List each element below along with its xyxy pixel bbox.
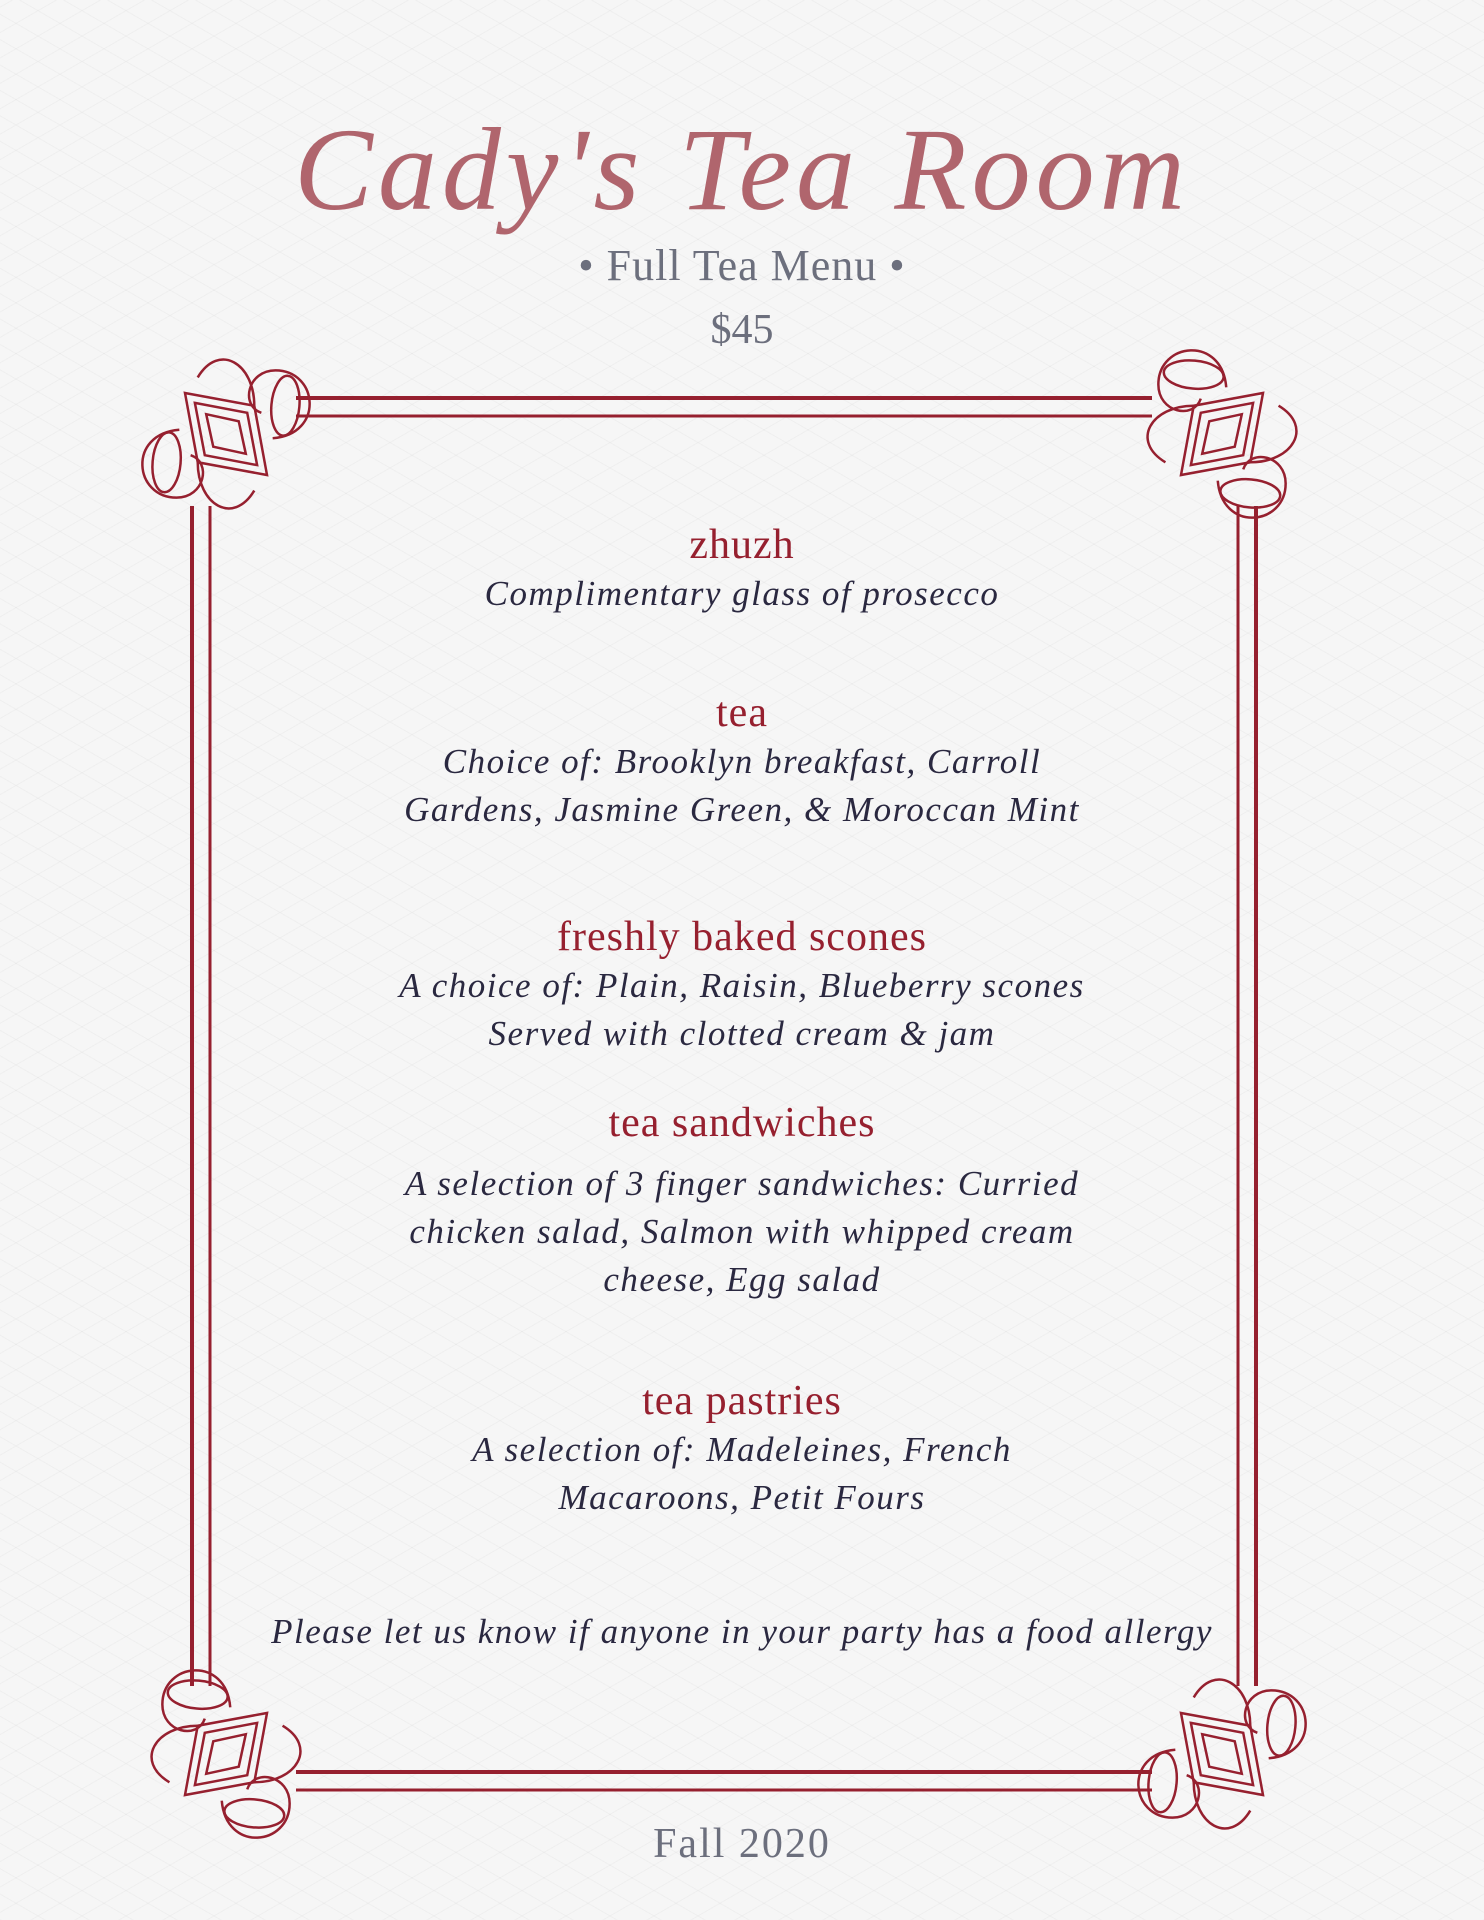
menu-subtitle: • Full Tea Menu • bbox=[578, 241, 906, 290]
menu-section-sandwiches bbox=[342, 1098, 1142, 1304]
page-title: Cady's Tea Room bbox=[294, 104, 1190, 235]
menu-section-pastries bbox=[342, 1376, 1142, 1522]
menu-section-tea bbox=[342, 688, 1142, 834]
section-description: Complimentary glass of prosecco bbox=[484, 574, 1000, 613]
section-heading: freshly baked scones bbox=[557, 914, 927, 960]
allergy-note: Please let us know if anyone in your party has a food allergy bbox=[271, 1612, 1213, 1651]
season-footer: Fall 2020 bbox=[653, 1821, 831, 1867]
section-heading: zhuzh bbox=[689, 522, 795, 568]
menu-section-scones bbox=[342, 912, 1142, 1058]
section-description: A selection of 3 finger sandwiches: Curried chicken salad, Salmon with whipped cream cheese, Egg salad bbox=[404, 1164, 1080, 1299]
section-description: A selection of: Madeleines, French Macaroons, Petit Fours bbox=[472, 1430, 1012, 1517]
section-heading: tea bbox=[716, 690, 768, 736]
menu-price: $45 bbox=[710, 307, 774, 353]
menu-section-zhuzh bbox=[342, 520, 1142, 618]
section-description: Choice of: Brooklyn breakfast, Carroll Gardens, Jasmine Green, & Moroccan Mint bbox=[404, 742, 1080, 829]
section-heading: tea sandwiches bbox=[608, 1100, 876, 1146]
section-heading: tea pastries bbox=[642, 1378, 842, 1424]
section-description: A choice of: Plain, Raisin, Blueberry scones Served with clotted cream & jam bbox=[399, 966, 1085, 1053]
